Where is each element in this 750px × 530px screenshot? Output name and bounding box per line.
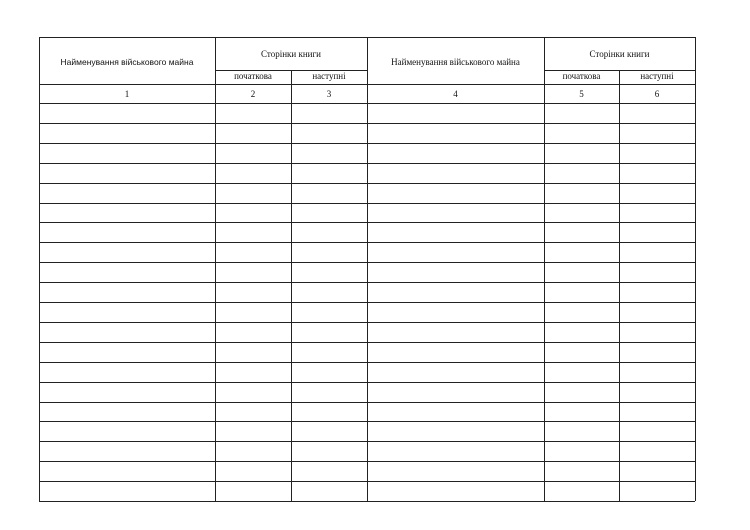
table-row-line: [39, 242, 695, 243]
col-divider-3: [367, 37, 368, 501]
table-row-line: [39, 441, 695, 442]
table-row-line: [39, 362, 695, 363]
table-row-line: [39, 103, 695, 104]
col-divider-5: [619, 70, 620, 501]
table-row-line: [39, 461, 695, 462]
col-divider-4: [544, 37, 545, 501]
col-number-1: 1: [124, 89, 130, 99]
col-divider-1: [215, 37, 216, 501]
table-row-line: [39, 163, 695, 164]
table-row-line: [39, 262, 695, 263]
col-number-4: 4: [453, 89, 458, 99]
table-row-line: [39, 382, 695, 383]
table-row-line: [39, 481, 695, 482]
table-row-line: [39, 143, 695, 144]
table-row-line: [39, 183, 695, 184]
col-number-5: 5: [579, 89, 584, 99]
right-pages-header: Сторінки книги: [589, 49, 650, 59]
right-sub-initial: початкова: [562, 71, 601, 81]
table-row-line: [39, 222, 695, 223]
col-divider-2: [291, 70, 292, 501]
right-sub-next: наступні: [640, 71, 674, 81]
table-row-line: [39, 322, 695, 323]
col-number-2: 2: [250, 89, 256, 99]
table-bottom-border: [39, 501, 695, 502]
left-sub-next: наступні: [312, 71, 346, 81]
table-row-line: [39, 123, 695, 124]
right-name-header: Найменування військового майна: [391, 57, 520, 67]
table-row-line: [39, 302, 695, 303]
table-row-line: [39, 282, 695, 283]
left-pages-header: Сторінки книги: [261, 49, 321, 59]
left-sub-initial: початкова: [234, 71, 272, 81]
col-number-3: 3: [326, 89, 332, 99]
table-left-border: [39, 37, 40, 501]
col-number-6: 6: [654, 89, 660, 99]
table-row-line: [39, 342, 695, 343]
table-row-line: [39, 421, 695, 422]
table-row-line: [39, 402, 695, 403]
left-name-header: Найменування військового майна: [60, 57, 194, 67]
table-row-line: [39, 203, 695, 204]
table-right-border: [695, 37, 696, 501]
